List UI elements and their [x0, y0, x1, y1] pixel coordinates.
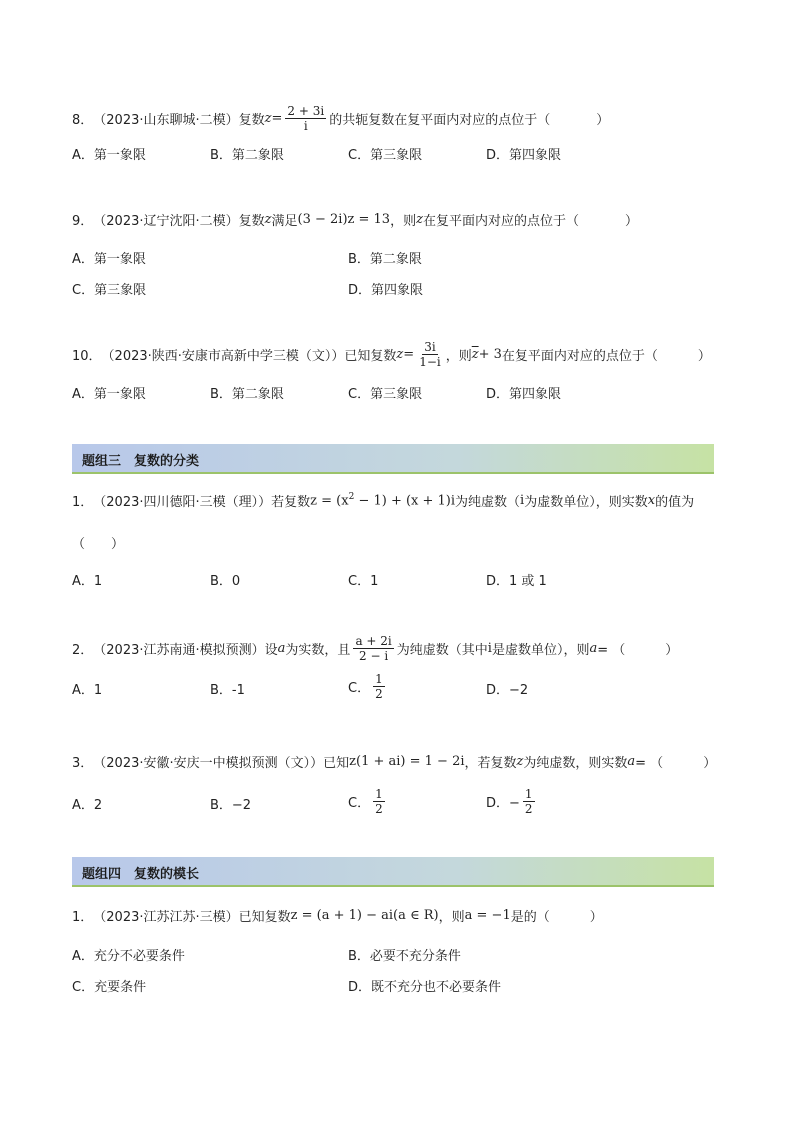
option-d: D．第四象限 — [348, 283, 424, 298]
question-number: 10． — [72, 349, 102, 364]
fraction: $\frac{1}{2}$ — [375, 787, 383, 816]
option-b: B．0 — [210, 574, 241, 589]
question-source: （2023·江苏南通·模拟预测） — [93, 643, 265, 658]
question-9-stem: 9． （2023·辽宁沈阳·二模） 复数 z 满足 (3 − 2i)z = 13 ，则 z 在复平面内对应的点位于（ ） — [72, 212, 638, 229]
option-a: A．第一象限 — [72, 387, 146, 402]
question-source: （2023·安徽·安庆一中模拟预测（文）） — [93, 756, 324, 771]
option-d: D．既不充分也不必要条件 — [348, 980, 502, 995]
fraction: $\frac{3i}{1-i}$ — [419, 340, 441, 369]
question-source: （2023·山东聊城·二模） — [93, 113, 239, 128]
option-d: D．1 或 1 — [486, 574, 547, 589]
option-c: C．1 — [348, 574, 379, 589]
question-number: 1． — [72, 910, 94, 925]
option-b: B．必要不充分条件 — [348, 949, 461, 964]
option-c: C．第三象限 — [348, 148, 423, 163]
question-source: （2023·陕西·安康市高新中学三模（文）） — [101, 349, 345, 364]
fraction: $\frac{2 + 3i}{i}$ — [287, 104, 325, 133]
option-c: C．第三象限 — [72, 283, 147, 298]
section3-question-1-stem: 1． （2023·四川德阳·三模（理）） 若复数 $z = (x^2 - 1) + (x + 1)i$ 为纯虚数（ i 为虚数单位），则实数 x 的值为 — [72, 492, 695, 510]
option-b: B．第二象限 — [210, 148, 284, 163]
question-number: 1． — [72, 495, 94, 510]
question-source: （2023·辽宁沈阳·二模） — [93, 214, 239, 229]
option-a: A．第一象限 — [72, 252, 146, 267]
option-d: D．第四象限 — [486, 148, 562, 163]
option-d: D．−2 — [486, 683, 529, 698]
option-d: D．− $\frac{1}{2}$ — [486, 787, 533, 816]
section3-question-3-stem: 3． （2023·安徽·安庆一中模拟预测（文）） 已知 z(1 + ai) = 1 − 2i ，若复数 z 为纯虚数，则实数 a = （ ） — [72, 754, 717, 771]
section4-question-1-stem: 1． （2023·江苏江苏·三模） 已知复数 z = (a + 1) − ai(a ∈ R) ，则 a = −1 是的（ ） — [72, 908, 603, 925]
option-b: B．-1 — [210, 683, 245, 698]
fraction: $\frac{a + 2i}{2 - i}$ — [355, 634, 392, 663]
option-a: A．1 — [72, 574, 103, 589]
option-a: A．充分不必要条件 — [72, 949, 185, 964]
section-banner — [72, 857, 714, 887]
question-source: （2023·四川德阳·三模（理）） — [93, 495, 272, 510]
section-banner — [72, 444, 714, 474]
option-b: B．第二象限 — [348, 252, 422, 267]
option-a: A．1 — [72, 683, 103, 698]
option-c: C． $\frac{1}{2}$ — [348, 787, 383, 816]
question-source: （2023·江苏江苏·三模） — [93, 910, 239, 925]
option-b: B．第二象限 — [210, 387, 284, 402]
fraction: $\frac{1}{2}$ — [524, 787, 533, 816]
fraction: $\frac{1}{2}$ — [375, 672, 383, 701]
option-c: C．第三象限 — [348, 387, 423, 402]
section-title: 题组四 复数的模长 — [82, 867, 200, 882]
section3-question-2-stem: 2． （2023·江苏南通·模拟预测） 设 a 为实数，且 $\frac{a + 2i}{2 - i}$ 为纯虚数（其中 i 是虚数单位），则 a = （ ） — [72, 634, 679, 663]
answer-paren: （ ） — [72, 537, 125, 552]
question-number: 8． — [72, 113, 94, 128]
option-b: B．−2 — [210, 798, 252, 813]
question-number: 2． — [72, 643, 94, 658]
question-number: 9． — [72, 214, 94, 229]
option-c: C． $\frac{1}{2}$ — [348, 672, 383, 701]
option-a: A．2 — [72, 798, 103, 813]
option-c: C．充要条件 — [72, 980, 147, 995]
question-10-stem: 10． （2023·陕西·安康市高新中学三模（文）） 已知复数 z = $\frac{3i}{1-i}$ ，则 $\overline{z}$ + 3 在复平面内对应的点位于（ ） — [72, 340, 711, 369]
question-number: 3． — [72, 756, 94, 771]
option-a: A．第一象限 — [72, 148, 146, 163]
question-8-stem: 8． （2023·山东聊城·二模） 复数 z = $\frac{2 + 3i}{i}$ 的共轭复数在复平面内对应的点位于（ ） — [72, 104, 610, 133]
section-title: 题组三 复数的分类 — [82, 454, 200, 469]
option-d: D．第四象限 — [486, 387, 562, 402]
